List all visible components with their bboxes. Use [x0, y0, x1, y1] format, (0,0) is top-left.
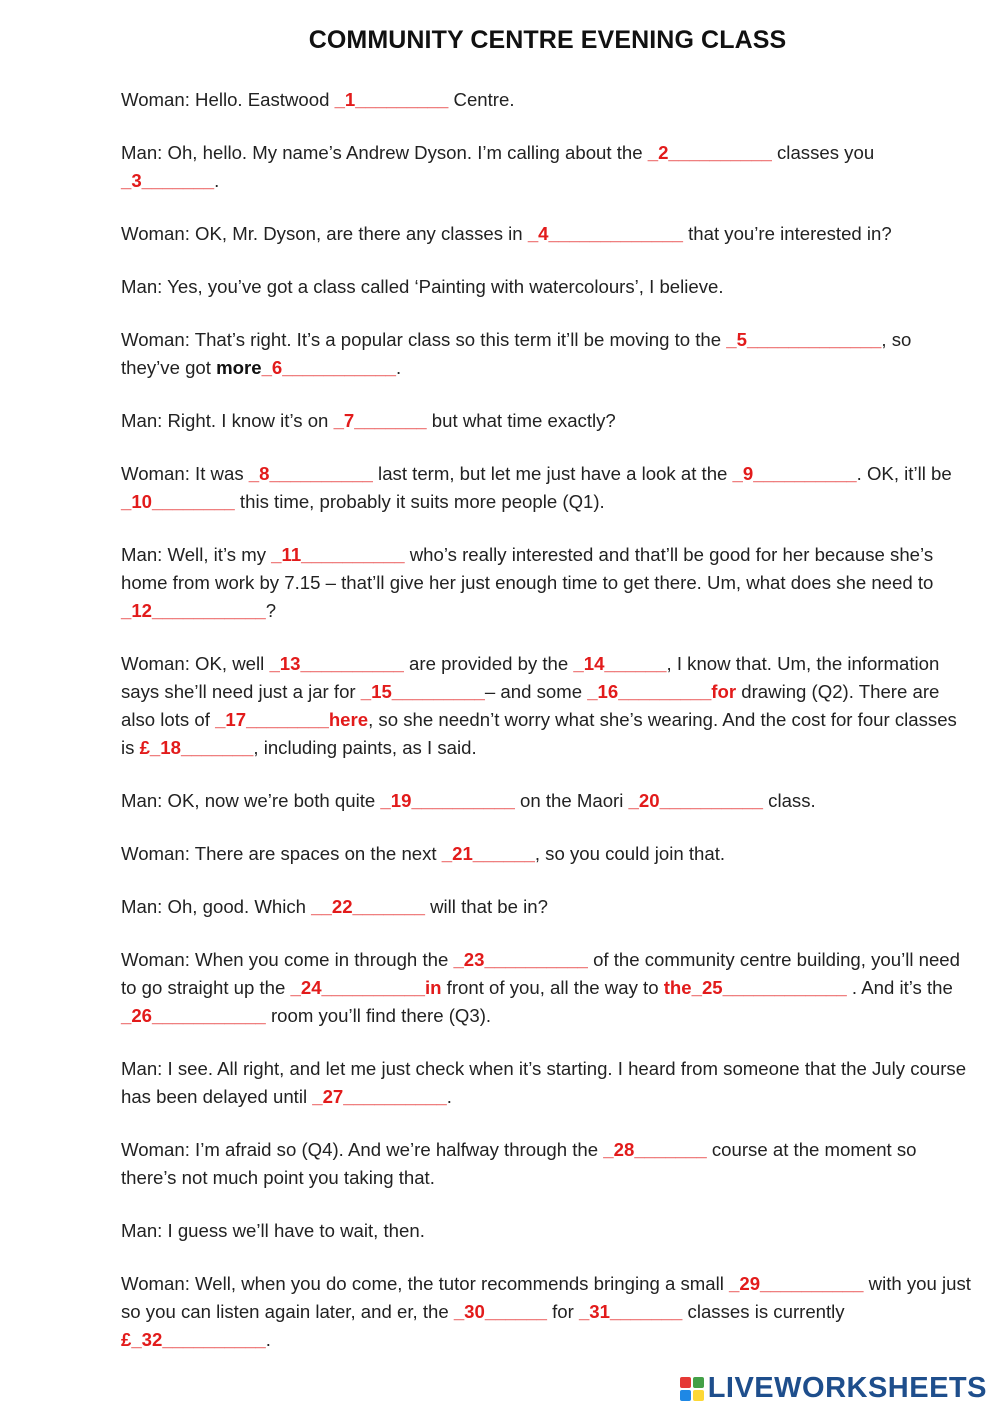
dialogue-text: Woman: OK, Mr. Dyson, are there any classes in — [121, 223, 528, 244]
dialogue-line — [121, 541, 973, 625]
answer-blank[interactable]: _9__________ — [732, 463, 857, 484]
dialogue-line — [121, 650, 973, 762]
dialogue-text: . — [214, 170, 220, 191]
logo-square — [680, 1390, 691, 1401]
dialogue-text: Centre. — [448, 89, 515, 110]
answer-blank[interactable]: _19__________ — [380, 790, 515, 811]
dialogue-text: , so you could join that. — [534, 843, 726, 864]
dialogue-text: last term, but let me just have a look at the — [372, 463, 733, 484]
dialogue-text: , I know that. Um, the information says she’ll need just a jar for — [121, 653, 940, 702]
answer-blank[interactable]: _4_____________ — [527, 223, 683, 244]
dialogue-line — [121, 326, 973, 382]
dialogue-text: Man: I see. All right, and let me just check when it’s starting. I heard from someone that the July course has been delayed until — [121, 1058, 967, 1107]
answer-blank[interactable]: _8__________ — [248, 463, 373, 484]
dialogue-text: Man: Right. I know it’s on — [121, 410, 334, 431]
dialogue-text: are provided by the — [403, 653, 574, 674]
dialogue-text: classes is currently — [682, 1301, 845, 1322]
dialogue-line — [121, 840, 973, 868]
bold-word: more — [216, 357, 262, 378]
answer-blank[interactable]: _3_______ — [121, 170, 215, 191]
dialogue-text: Woman: When you come in through the — [121, 949, 454, 970]
brand-name: LIVEWORKSHEETS — [707, 1372, 987, 1404]
dialogue-line — [121, 220, 973, 248]
answer-blank[interactable]: _10________ — [121, 491, 235, 512]
page-title: COMMUNITY CENTRE EVENING CLASS — [308, 26, 787, 54]
answer-blank[interactable]: _31_______ — [578, 1301, 683, 1322]
answer-blank[interactable]: _7_______ — [333, 410, 427, 431]
dialogue-line — [121, 460, 973, 516]
answer-blank[interactable]: _1_________ — [334, 89, 449, 110]
answer-blank[interactable]: _15_________ — [360, 681, 485, 702]
dialogue-line — [121, 893, 973, 921]
answer-blank[interactable]: _30______ — [453, 1301, 547, 1322]
dialogue-text: Woman: Well, when you do come, the tutor recommends bringing a small — [121, 1273, 730, 1294]
brand-footer — [680, 1372, 987, 1405]
dialogue-line — [121, 787, 973, 815]
dialogue-text: – and some — [484, 681, 588, 702]
dialogue-text: Woman: OK, well — [121, 653, 270, 674]
dialogue-text: Man: I guess we’ll have to wait, then. — [121, 1220, 425, 1241]
dialogue-line — [121, 946, 973, 1030]
dialogue-text: this time, probably it suits more people (Q1). — [234, 491, 605, 512]
dialogue-text: . — [265, 1329, 271, 1350]
dialogue-text: for — [546, 1301, 579, 1322]
answer-blank[interactable]: _24__________in — [290, 977, 442, 998]
dialogue-text: Man: Yes, you’ve got a class called ‘Painting with watercolours’, I believe. — [121, 276, 724, 297]
dialogue-text: Man: OK, now we’re both quite — [121, 790, 381, 811]
answer-blank[interactable]: _27__________ — [312, 1086, 447, 1107]
answer-blank[interactable]: _28_______ — [603, 1139, 707, 1160]
dialogue-text: classes you — [771, 142, 875, 163]
dialogue-text: Woman: It was — [121, 463, 249, 484]
liveworksheets-logo-icon — [680, 1377, 704, 1401]
dialogue-text: that you’re interested in? — [682, 223, 892, 244]
answer-blank[interactable]: the_25____________ — [663, 977, 847, 998]
dialogue-line — [121, 1136, 973, 1192]
dialogue-text: , so she needn’t worry what she’s wearing. And the cost for four classes is — [121, 709, 957, 758]
dialogue-line — [121, 1270, 973, 1354]
dialogue-text: with you just so you can listen again later, and er, the — [121, 1273, 971, 1322]
dialogue-body — [121, 86, 973, 1379]
dialogue-text: , so they’ve got — [121, 329, 912, 378]
answer-blank[interactable]: _20__________ — [628, 790, 763, 811]
logo-square — [680, 1377, 691, 1388]
dialogue-text: . OK, it’ll be — [856, 463, 952, 484]
dialogue-text: drawing (Q2). There are also lots of — [121, 681, 940, 730]
answer-blank[interactable]: _29__________ — [729, 1273, 864, 1294]
dialogue-text: on the Maori — [514, 790, 629, 811]
dialogue-text: . And it’s the — [846, 977, 953, 998]
answer-blank[interactable]: _21______ — [441, 843, 535, 864]
dialogue-text: , including paints, as I said. — [253, 737, 477, 758]
logo-square — [693, 1377, 704, 1388]
dialogue-text: Woman: I’m afraid so (Q4). And we’re halfway through the — [121, 1139, 604, 1160]
answer-blank[interactable]: _13__________ — [269, 653, 404, 674]
answer-blank[interactable]: _11__________ — [271, 544, 405, 565]
dialogue-line — [121, 407, 973, 435]
dialogue-line — [121, 86, 973, 114]
dialogue-text: . — [446, 1086, 452, 1107]
answer-blank[interactable]: _14______ — [573, 653, 667, 674]
dialogue-text: Man: Oh, hello. My name’s Andrew Dyson. I’m calling about the — [121, 142, 648, 163]
answer-blank[interactable]: _12___________ — [121, 600, 266, 621]
dialogue-line — [121, 139, 973, 195]
answer-blank[interactable]: _17________here — [215, 709, 369, 730]
dialogue-text: room you’ll find there (Q3). — [265, 1005, 492, 1026]
answer-blank[interactable]: £_32__________ — [121, 1329, 266, 1350]
dialogue-text: class. — [762, 790, 816, 811]
answer-blank[interactable]: _26___________ — [121, 1005, 266, 1026]
dialogue-text: will that be in? — [424, 896, 548, 917]
dialogue-text: of the community centre building, you’ll need to go straight up the — [121, 949, 960, 998]
answer-blank[interactable]: __22_______ — [311, 896, 425, 917]
answer-blank[interactable]: _6___________ — [261, 357, 396, 378]
logo-square — [693, 1390, 704, 1401]
dialogue-line — [121, 273, 973, 301]
dialogue-text: front of you, all the way to — [441, 977, 664, 998]
dialogue-text: Man: Oh, good. Which — [121, 896, 312, 917]
dialogue-line — [121, 1217, 973, 1245]
dialogue-text: Woman: Hello. Eastwood — [121, 89, 335, 110]
dialogue-text: Woman: That’s right. It’s a popular class so this term it’ll be moving to the — [121, 329, 727, 350]
answer-blank[interactable]: £_18_______ — [139, 737, 254, 758]
dialogue-text: who’s really interested and that’ll be good for her because she’s home from work by 7.15 – that’ll give her just enough time to get there. Um, what does she need to — [121, 544, 934, 593]
dialogue-line — [121, 1055, 973, 1111]
answer-blank[interactable]: _16_________for — [587, 681, 737, 702]
dialogue-text: . — [396, 357, 402, 378]
dialogue-text: Woman: There are spaces on the next — [121, 843, 442, 864]
dialogue-text: ? — [265, 600, 277, 621]
dialogue-text: course at the moment so there’s not much point you taking that. — [121, 1139, 917, 1188]
dialogue-text: Man: Well, it’s my — [121, 544, 272, 565]
answer-blank[interactable]: _5_____________ — [726, 329, 882, 350]
answer-blank[interactable]: _2__________ — [647, 142, 772, 163]
answer-blank[interactable]: _23__________ — [453, 949, 588, 970]
dialogue-text: but what time exactly? — [426, 410, 616, 431]
